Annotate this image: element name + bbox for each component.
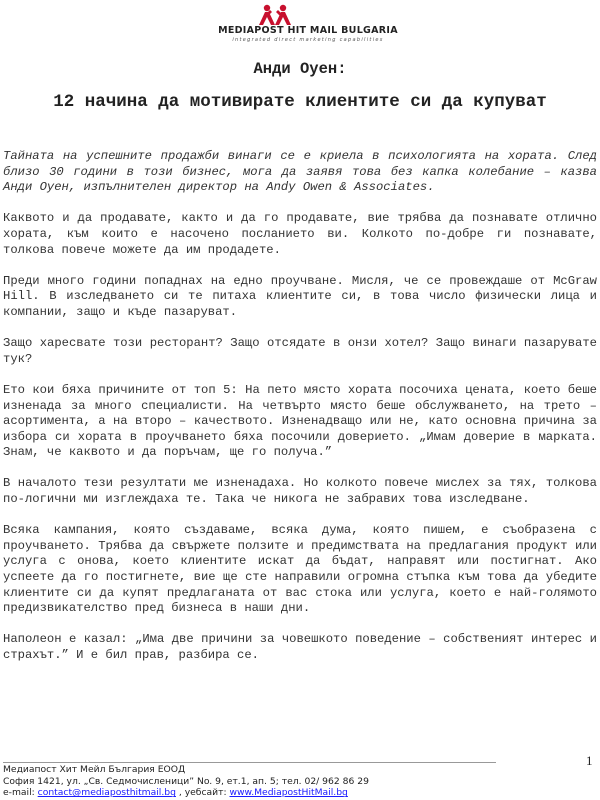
company-logo	[0, 0, 600, 48]
article-title: 12 начина да мотивирате клиентите си да купуват	[53, 92, 547, 112]
website-link[interactable]: www.MediapostHitMail.bg	[229, 787, 348, 799]
paragraph: Каквото и да продавате, както и да го продавате, вие трябва да познавате отлично хората, към които е насочено посланието ви. Колкото по-добре ги познавате, толкова повече можете да им продадете.	[3, 211, 597, 257]
footer-company: Медиапост Хит Мейл България ЕООД	[3, 764, 186, 775]
logo-figures-icon	[257, 4, 293, 26]
paragraph: Всяка кампания, която създаваме, всяка дума, която пишем, е съобразена с проучването. Трябва да свържете ползите и предимствата на предлагания продукт или услуга с онова, което клиентите искат да бъдат, направят или постигнат. Ако успеете да го постигнете, вие ще сте направили огромна стъпка към това да убедите клиентите си да купят предлаганата от вас стока или услуга, което е най-голямото предизвикателство пред бизнеса в наши дни.	[3, 523, 597, 616]
intro-paragraph: Тайната на успешните продажби винаги се е криела в психологията на хората. След близо 30 години в този бизнес, мога да заявя това без капка колебание – казва Анди Оуен, изпълнителен директор на Andy Owen & Associates.	[3, 149, 597, 195]
paragraph: Наполеон е казал: „Има две причини за човешкото поведение – собственият интерес и страхът.” И е бил прав, разбира се.	[3, 632, 597, 662]
paragraph: Преди много години попаднах на едно проучване. Мисля, че се провеждаше от McGraw Hill. В изследването си те питаха клиентите си, в това число физически лица и компании, защо и къде пазаруват.	[3, 273, 597, 319]
page-footer	[3, 764, 563, 799]
website-label: , уебсайт:	[175, 787, 230, 799]
article-body	[3, 149, 597, 679]
email-link[interactable]: contact@mediaposthitmail.bg	[37, 787, 176, 799]
article-author: Анди Оуен:	[253, 60, 347, 78]
logo-tagline: integrated direct marketing capabilities	[232, 37, 384, 43]
paragraph: В началото тези резултати ме изненадаха. Но колкото повече мислех за тях, толкова по-логични ми изглеждаха те. Така че никога не забравих това изследване.	[3, 476, 597, 507]
page-number: 1	[586, 753, 593, 768]
logo-name: MEDIAPOST HIT MAIL BULGARIA	[218, 25, 398, 36]
paragraph: Защо харесвате този ресторант? Защо отсядате в онзи хотел? Защо винаги пазарувате тук?	[3, 336, 597, 366]
footer-contacts	[3, 787, 563, 799]
footer-address: София 1421, ул. „Св. Седмочисленици” No. 9, ет.1, ап. 5; тел. 02/ 962 86 29	[3, 775, 369, 787]
footer-divider	[3, 762, 496, 763]
paragraph: Ето кои бяха причините от топ 5: На пето място хората посочиха цената, което беше изненада за много специалисти. На четвърто място беше обслужването, на трето – асортимента, а на второ – качеството. Изненадващо или не, като основна причина за избора си хората в проучването бяха посочили доверието. „Имам доверие в марката. Знам, че каквото и да поръчам, ще го получа.”	[3, 382, 597, 460]
email-label: e-mail:	[3, 787, 38, 799]
